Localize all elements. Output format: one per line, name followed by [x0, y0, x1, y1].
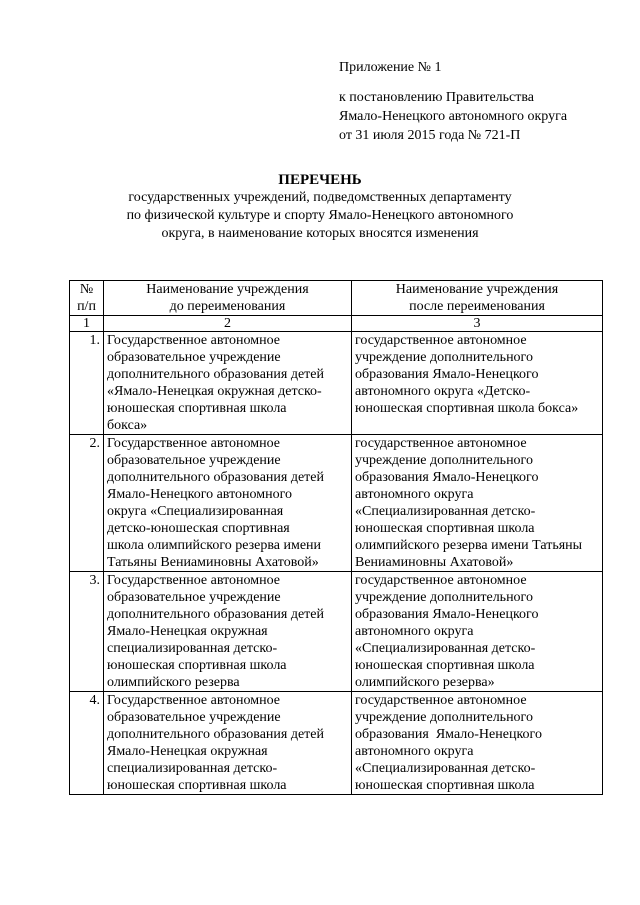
row-number: 1. — [70, 332, 104, 435]
subtitle-line: государственных учреждений, подведомственных департаменту — [128, 190, 512, 205]
appendix-government: Ямало-Ненецкого автономного округа — [339, 109, 568, 124]
index-cell: 1 — [70, 316, 104, 332]
cell-line: учреждение дополнительного — [355, 350, 533, 365]
table-row — [70, 332, 603, 435]
cell-line: юношеская спортивная школа — [355, 521, 535, 536]
cell-line: юношеская спортивная школа — [107, 658, 287, 673]
cell-line: Государственное автономное — [107, 573, 281, 588]
cell-line: образовательное учреждение — [107, 350, 281, 365]
cell-line: детско-юношеская спортивная — [107, 521, 290, 536]
cell-line: Государственное автономное — [107, 436, 281, 451]
cell-line: автономного округа — [355, 487, 474, 502]
cell-line: «Специализированная детско- — [355, 504, 536, 519]
subtitle-line: по физической культуре и спорту Ямало-Ненецкого автономного — [126, 208, 514, 223]
cell-line: Татьяны Вениаминовны Ахатовой» — [107, 555, 319, 570]
document-title: ПЕРЕЧЕНЬ — [278, 172, 362, 188]
cell-line: образовательное учреждение — [107, 710, 281, 725]
cell-line: автономного округа — [355, 744, 474, 759]
cell-line: юношеская спортивная школа — [355, 778, 535, 793]
cell-line: образовательное учреждение — [107, 590, 281, 605]
appendix-block — [339, 58, 567, 145]
appendix-number: Приложение № 1 — [339, 60, 442, 75]
cell-line: дополнительного образования детей — [107, 727, 324, 742]
index-cell: 2 — [104, 316, 352, 332]
cell-line: олимпийского резерва» — [355, 675, 495, 690]
table-row — [70, 435, 603, 572]
cell-line: Вениаминовны Ахатовой» — [355, 555, 514, 570]
table-index-row — [70, 316, 603, 332]
cell-line: образования Ямало-Ненецкого — [355, 470, 539, 485]
cell-line: образования Ямало-Ненецкого — [355, 367, 539, 382]
cell-line: образовательное учреждение — [107, 453, 281, 468]
row-number: 4. — [70, 692, 104, 795]
cell-line: автономного округа «Детско- — [355, 384, 531, 399]
cell-line: дополнительного образования детей — [107, 607, 324, 622]
name-after-cell — [352, 572, 603, 692]
table-header-row — [70, 281, 603, 316]
cell-line: автономного округа — [355, 624, 474, 639]
name-before-cell — [104, 692, 352, 795]
cell-line: «Ямало-Ненецкая окружная детско- — [107, 384, 322, 399]
name-after-cell — [352, 692, 603, 795]
name-after-cell — [352, 435, 603, 572]
index-cell: 3 — [352, 316, 603, 332]
cell-line: дополнительного образования детей — [107, 470, 324, 485]
cell-line: специализированная детско- — [107, 641, 278, 656]
name-before-cell — [104, 435, 352, 572]
name-before-cell — [104, 572, 352, 692]
cell-line: бокса» — [107, 418, 148, 433]
cell-line: государственное автономное — [355, 333, 527, 348]
cell-line: олимпийского резерва — [107, 675, 240, 690]
cell-line: округа «Специализированная — [107, 504, 284, 519]
cell-line: образования Ямало-Ненецкого — [355, 607, 539, 622]
cell-line: дополнительного образования детей — [107, 367, 324, 382]
cell-line: Государственное автономное — [107, 333, 281, 348]
table-row — [70, 692, 603, 795]
header-number: № п/п — [70, 281, 104, 316]
cell-line: государственное автономное — [355, 573, 527, 588]
cell-line: Ямало-Ненецкая окружная — [107, 744, 268, 759]
cell-line: «Специализированная детско- — [355, 761, 536, 776]
row-number: 2. — [70, 435, 104, 572]
name-before-cell — [104, 332, 352, 435]
header-name-before: Наименование учреждения до переименования — [104, 281, 352, 316]
cell-line: юношеская спортивная школа бокса» — [355, 401, 579, 416]
cell-line: государственное автономное — [355, 693, 527, 708]
cell-line: Государственное автономное — [107, 693, 281, 708]
name-after-cell — [352, 332, 603, 435]
cell-line: учреждение дополнительного — [355, 453, 533, 468]
cell-line: специализированная детско- — [107, 761, 278, 776]
cell-line: олимпийского резерва имени Татьяны — [355, 538, 583, 553]
subtitle-line: округа, в наименование которых вносятся изменения — [161, 226, 479, 241]
header-name-after: Наименование учреждения после переименования — [352, 281, 603, 316]
row-number: 3. — [70, 572, 104, 692]
cell-line: учреждение дополнительного — [355, 710, 533, 725]
appendix-date: от 31 июля 2015 года № 721-П — [339, 128, 521, 143]
cell-line: государственное автономное — [355, 436, 527, 451]
cell-line: Ямало-Ненецкого автономного — [107, 487, 292, 502]
cell-line: образования Ямало-Ненецкого — [355, 727, 542, 742]
document-subtitle — [100, 189, 540, 243]
appendix-resolution-ref: к постановлению Правительства — [339, 90, 535, 105]
institutions-table — [69, 280, 603, 795]
cell-line: юношеская спортивная школа — [355, 658, 535, 673]
table-row — [70, 572, 603, 692]
cell-line: «Специализированная детско- — [355, 641, 536, 656]
cell-line: учреждение дополнительного — [355, 590, 533, 605]
cell-line: Ямало-Ненецкая окружная — [107, 624, 268, 639]
cell-line: школа олимпийского резерва имени — [107, 538, 322, 553]
cell-line: юношеская спортивная школа — [107, 401, 287, 416]
cell-line: юношеская спортивная школа — [107, 778, 287, 793]
